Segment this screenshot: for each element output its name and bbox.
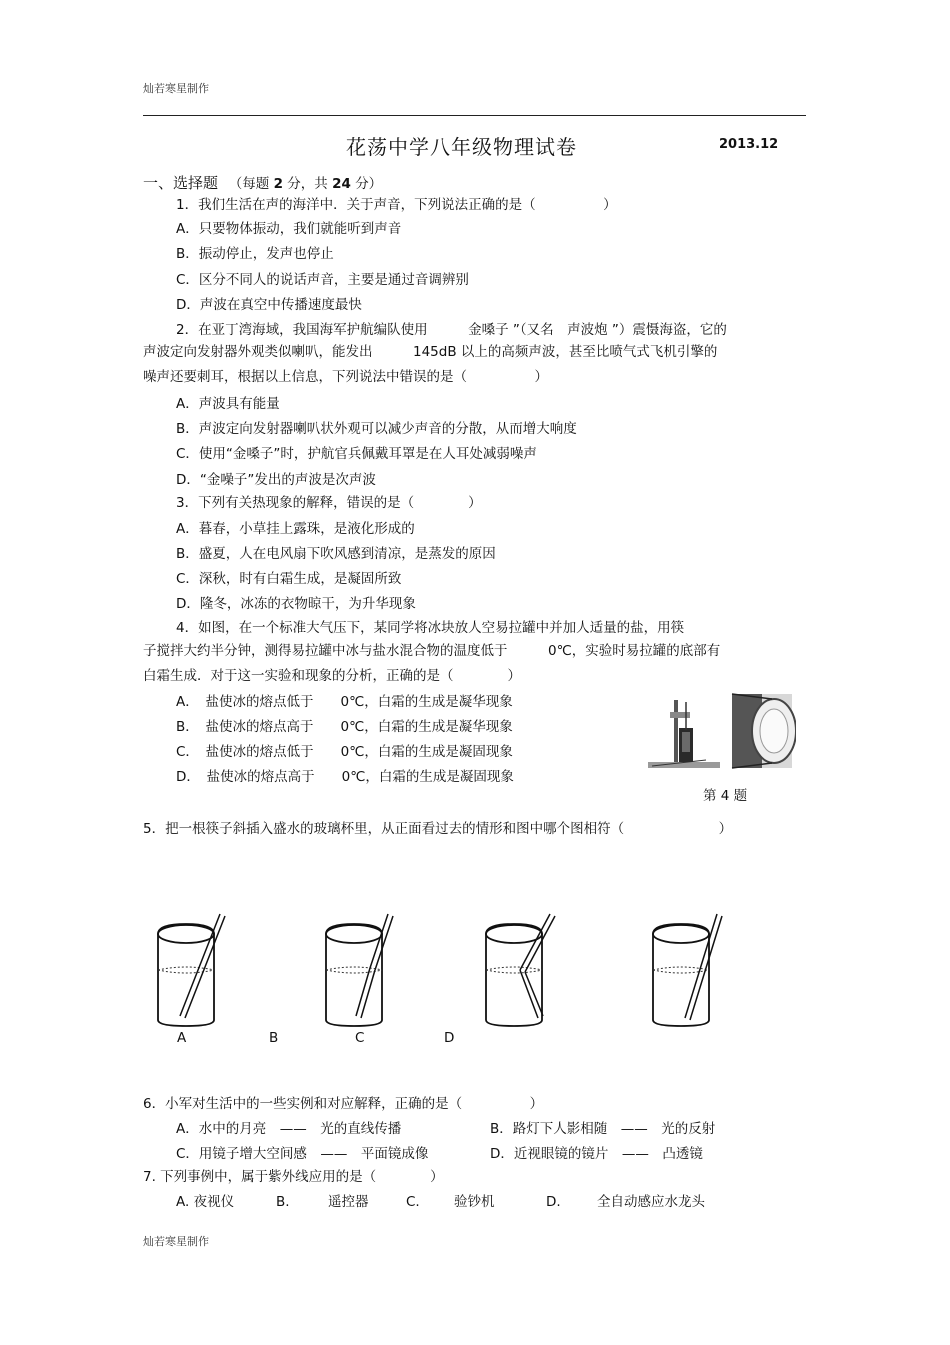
points-text: 分）	[355, 176, 383, 192]
question-2-option-c: C．使用“金嗓子”时，护航官兵佩戴耳罩是在人耳处减弱噪声	[176, 446, 537, 462]
question-2-option-a: A．声波具有能量	[176, 396, 280, 412]
section-heading	[143, 172, 382, 193]
exam-date: 2013.12	[719, 137, 779, 152]
question-7-option-a: A. 夜视仪	[176, 1194, 235, 1210]
question-3-option-c: C．深秋，时有白霜生成，是凝固所致	[176, 571, 402, 587]
figure-label-b: B	[269, 1030, 279, 1046]
figure-label-d: D	[444, 1030, 455, 1046]
question-2-option-d: D．“金噪子”发出的声波是次声波	[176, 472, 376, 488]
question-1-option-d: D．声波在真空中传播速度最快	[176, 297, 362, 313]
question-6-option-d: D．近视眼镜的镜片 —— 凸透镜	[490, 1146, 703, 1162]
glass-figure-d	[645, 912, 725, 1030]
question-6-stem: 6．小军对生活中的一些实例和对应解释，正确的是（ ）	[143, 1096, 544, 1112]
question-4-line-2: 子搅拌大约半分钟，测得易拉罐中冰与盐水混合物的温度低于 0℃，实验时易拉罐的底部有	[143, 643, 721, 659]
question-3-option-d: D．隆冬，冰冻的衣物晾干，为升华现象	[176, 596, 416, 612]
section-title: 一、选择题	[143, 174, 219, 192]
question-7-option-d-text: 全自动感应水龙头	[597, 1194, 705, 1210]
question-2-line-1: 2．在亚丁湾海域，我国海军护航编队使用 金嗓子 ”（又名 声波炮 ”）震慑海盗，它的	[176, 322, 727, 338]
points-total: 24	[332, 176, 351, 192]
question-7-option-b-text: 遥控器	[328, 1194, 369, 1210]
question-4-figure	[646, 690, 796, 775]
section-points-note	[229, 176, 382, 192]
question-6-option-a: A．水中的月亮 —— 光的直线传播	[176, 1121, 402, 1137]
question-3-option-b: B．盛夏，人在电风扇下吹风感到清凉，是蒸发的原因	[176, 546, 496, 562]
question-1-stem: 1．我们生活在声的海洋中．关于声音，下列说法正确的是（ ）	[176, 197, 617, 213]
question-3-option-a: A．暮春，小草挂上露珠，是液化形成的	[176, 521, 415, 537]
question-7-stem: 7. 下列事例中，属于紫外线应用的是（ ）	[143, 1169, 444, 1185]
glass-figure-c	[478, 912, 558, 1030]
points-text: （每题	[228, 176, 270, 192]
question-1-option-b: B．振动停止，发声也停止	[176, 246, 334, 262]
question-4-option-d: D． 盐使冰的熔点高于 0℃，白霜的生成是凝固现象	[176, 769, 514, 785]
question-1-option-c: C．区分不同人的说话声音，主要是通过音调辨别	[176, 272, 469, 288]
question-4-line-1: 4．如图，在一个标准大气压下，某同学将冰块放人空易拉罐中并加人适量的盐，用筷	[176, 620, 685, 636]
question-5-stem: 5．把一根筷子斜插入盛水的玻璃杯里，从正面看过去的情形和图中哪个图相符（ ）	[143, 821, 733, 837]
question-4-option-c: C． 盐使冰的熔点低于 0℃，白霜的生成是凝固现象	[176, 744, 513, 760]
header-watermark: 灿若寒星制作	[143, 82, 209, 95]
question-6-option-c: C．用镜子增大空间感 —— 平面镜成像	[176, 1146, 429, 1162]
glass-figure-b	[318, 912, 398, 1030]
header-rule	[143, 115, 806, 116]
question-2-option-b: B．声波定向发射器喇叭状外观可以减少声音的分散，从而增大响度	[176, 421, 577, 437]
question-7-option-b-letter: B.	[276, 1194, 290, 1210]
question-7-option-d-letter: D.	[546, 1194, 561, 1210]
figure-label-a: A	[177, 1030, 187, 1046]
footer-watermark: 灿若寒星制作	[143, 1235, 209, 1248]
question-1-option-a: A．只要物体振动，我们就能听到声音	[176, 221, 402, 237]
points-text: 分，共	[287, 176, 328, 192]
question-3-stem: 3．下列有关热现象的解释，错误的是（ ）	[176, 495, 482, 511]
glass-figure-a	[150, 912, 230, 1030]
question-4-option-a: A． 盐使冰的熔点低于 0℃，白霜的生成是凝华现象	[176, 694, 513, 710]
figure-label-c: C	[355, 1030, 365, 1046]
question-2-line-2: 声波定向发射器外观类似喇叭，能发出 145dB 以上的高频声波，甚至比喷气式飞机引擎的	[143, 344, 718, 360]
question-7-option-c-letter: C.	[406, 1194, 420, 1210]
figure-caption: 第 4 题	[703, 788, 748, 804]
points-per-question: 2	[273, 176, 283, 192]
page-title: 花荡中学八年级物理试卷	[346, 135, 577, 159]
question-2-line-3: 噪声还要刺耳，根据以上信息，下列说法中错误的是（ ）	[143, 369, 548, 385]
question-6-option-b: B．路灯下人影相随 —— 光的反射	[490, 1121, 716, 1137]
question-7-option-c-text: 验钞机	[454, 1194, 495, 1210]
question-4-option-b: B． 盐使冰的熔点高于 0℃，白霜的生成是凝华现象	[176, 719, 513, 735]
question-4-line-3: 白霜生成．对于这一实验和现象的分析，正确的是（ ）	[143, 668, 521, 684]
